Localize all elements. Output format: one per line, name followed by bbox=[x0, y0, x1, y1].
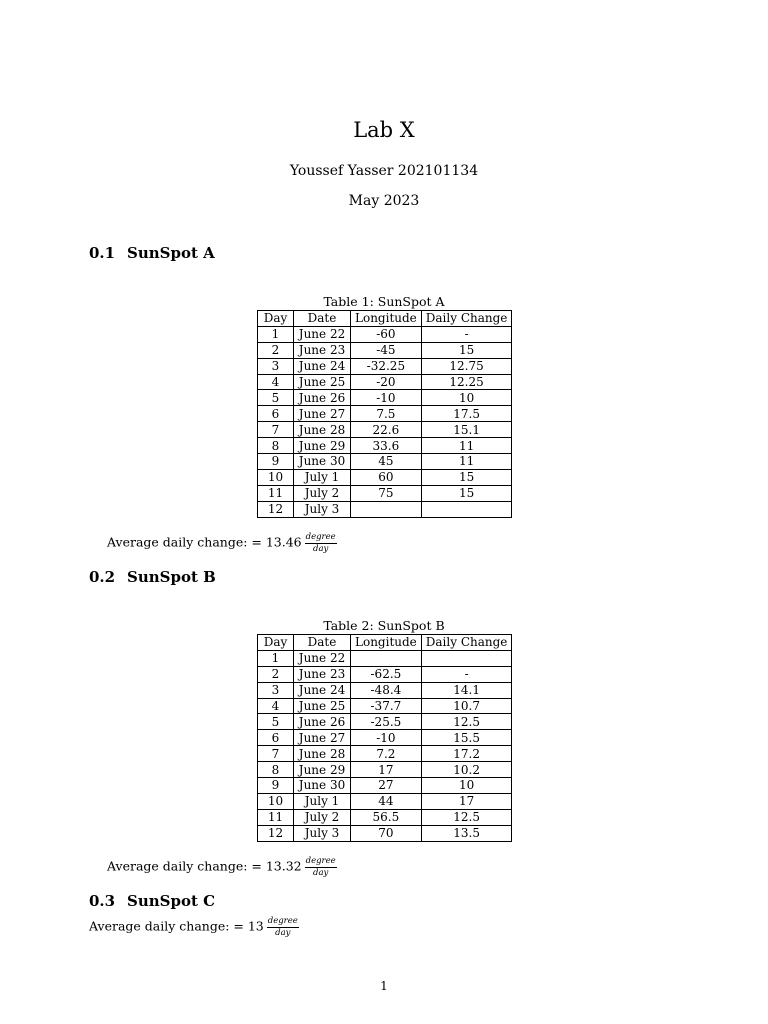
average-text: Average daily change: = 13 bbox=[89, 918, 264, 934]
sunspot-a-table bbox=[257, 310, 512, 518]
table-cell: June 25 bbox=[294, 374, 351, 390]
average-daily-change-a bbox=[107, 533, 337, 553]
table-cell bbox=[351, 501, 422, 517]
column-header: Date bbox=[294, 311, 351, 327]
average-daily-change-b bbox=[107, 857, 337, 877]
table-row bbox=[258, 469, 512, 485]
unit-numerator: degree bbox=[305, 532, 336, 542]
column-header: Date bbox=[294, 635, 351, 651]
column-header: Daily Change bbox=[421, 635, 512, 651]
table-cell: July 2 bbox=[294, 809, 351, 825]
table-row bbox=[258, 342, 512, 358]
table-cell: July 1 bbox=[294, 469, 351, 485]
table-row bbox=[258, 809, 512, 825]
table-row bbox=[258, 650, 512, 666]
table-cell: June 27 bbox=[294, 730, 351, 746]
table-row bbox=[258, 682, 512, 698]
table-cell: June 28 bbox=[294, 746, 351, 762]
table-cell: 15 bbox=[421, 342, 512, 358]
table-cell: June 28 bbox=[294, 422, 351, 438]
table-cell: June 25 bbox=[294, 698, 351, 714]
unit-denominator: day bbox=[313, 543, 329, 554]
table-row bbox=[258, 390, 512, 406]
table-cell: 56.5 bbox=[351, 809, 422, 825]
table-cell bbox=[421, 501, 512, 517]
table-cell: 7 bbox=[258, 746, 294, 762]
table-row bbox=[258, 485, 512, 501]
unit-fraction bbox=[305, 857, 337, 877]
column-header: Day bbox=[258, 311, 294, 327]
table-cell: 6 bbox=[258, 406, 294, 422]
table-cell bbox=[421, 650, 512, 666]
table-cell: 15.1 bbox=[421, 422, 512, 438]
table-cell: June 26 bbox=[294, 714, 351, 730]
table-cell: - bbox=[421, 326, 512, 342]
table-cell: 12 bbox=[258, 501, 294, 517]
table-header-row bbox=[258, 311, 512, 327]
table-cell: June 23 bbox=[294, 666, 351, 682]
table-cell: June 22 bbox=[294, 326, 351, 342]
section-heading-sunspot-c bbox=[89, 892, 215, 910]
table-header-row bbox=[258, 635, 512, 651]
table-caption: Table 2: SunSpot B bbox=[323, 618, 445, 633]
table-cell: July 2 bbox=[294, 485, 351, 501]
document-date: May 2023 bbox=[348, 193, 420, 209]
table-cell: June 29 bbox=[294, 762, 351, 778]
table-cell: 15 bbox=[421, 485, 512, 501]
table-cell: -60 bbox=[351, 326, 422, 342]
table-row bbox=[258, 778, 512, 794]
section-title: SunSpot A bbox=[127, 244, 215, 262]
unit-fraction bbox=[305, 533, 337, 553]
table-row bbox=[258, 501, 512, 517]
section-title: SunSpot B bbox=[127, 568, 216, 586]
table-row bbox=[258, 714, 512, 730]
section-number: 0.3 bbox=[89, 892, 116, 910]
average-daily-change-c bbox=[89, 917, 299, 937]
average-text: Average daily change: = 13.32 bbox=[107, 858, 302, 874]
table-cell: 27 bbox=[351, 778, 422, 794]
unit-numerator: degree bbox=[267, 916, 298, 926]
table-cell: 8 bbox=[258, 438, 294, 454]
table-cell: 2 bbox=[258, 342, 294, 358]
table-cell: 1 bbox=[258, 650, 294, 666]
table-cell: 10.7 bbox=[421, 698, 512, 714]
table-cell: 10.2 bbox=[421, 762, 512, 778]
table-cell: 45 bbox=[351, 454, 422, 470]
section-heading-sunspot-b bbox=[89, 568, 216, 586]
column-header: Day bbox=[258, 635, 294, 651]
table-cell: 10 bbox=[258, 793, 294, 809]
table-cell: -37.7 bbox=[351, 698, 422, 714]
table-row bbox=[258, 825, 512, 841]
table-cell: 12 bbox=[258, 825, 294, 841]
table-cell: 10 bbox=[421, 390, 512, 406]
table-cell: 12.25 bbox=[421, 374, 512, 390]
table-cell: 7.2 bbox=[351, 746, 422, 762]
column-header: Daily Change bbox=[421, 311, 512, 327]
table-cell: 22.6 bbox=[351, 422, 422, 438]
section-heading-sunspot-a bbox=[89, 244, 215, 262]
table-cell: 11 bbox=[421, 454, 512, 470]
table-cell: 75 bbox=[351, 485, 422, 501]
table-cell: 14.1 bbox=[421, 682, 512, 698]
column-header: Longitude bbox=[351, 635, 422, 651]
table-row bbox=[258, 698, 512, 714]
table-cell: 15 bbox=[421, 469, 512, 485]
table-row bbox=[258, 374, 512, 390]
table-cell: June 24 bbox=[294, 682, 351, 698]
table-cell: -48.4 bbox=[351, 682, 422, 698]
table-cell: 12.5 bbox=[421, 809, 512, 825]
table-cell: 9 bbox=[258, 454, 294, 470]
table-cell: 17 bbox=[351, 762, 422, 778]
unit-denominator: day bbox=[313, 867, 329, 878]
table-cell: June 26 bbox=[294, 390, 351, 406]
table-cell: July 1 bbox=[294, 793, 351, 809]
table-row bbox=[258, 438, 512, 454]
table-cell: 8 bbox=[258, 762, 294, 778]
document-title: Lab X bbox=[353, 118, 415, 142]
table-cell: -62.5 bbox=[351, 666, 422, 682]
document-author: Youssef Yasser 202101134 bbox=[289, 163, 479, 179]
table-row bbox=[258, 793, 512, 809]
table-cell: June 29 bbox=[294, 438, 351, 454]
table-row bbox=[258, 406, 512, 422]
table-cell: 3 bbox=[258, 682, 294, 698]
table-row bbox=[258, 746, 512, 762]
average-text: Average daily change: = 13.46 bbox=[107, 534, 302, 550]
table-cell: 2 bbox=[258, 666, 294, 682]
table-cell: 44 bbox=[351, 793, 422, 809]
table-cell: 17.2 bbox=[421, 746, 512, 762]
column-header: Longitude bbox=[351, 311, 422, 327]
table-cell: June 27 bbox=[294, 406, 351, 422]
table-cell: 11 bbox=[258, 809, 294, 825]
table-cell: June 22 bbox=[294, 650, 351, 666]
section-number: 0.1 bbox=[89, 244, 116, 262]
table-cell: 60 bbox=[351, 469, 422, 485]
unit-numerator: degree bbox=[305, 856, 336, 866]
table-cell: 12.5 bbox=[421, 714, 512, 730]
table-cell: 6 bbox=[258, 730, 294, 746]
table-cell: 33.6 bbox=[351, 438, 422, 454]
table-cell bbox=[351, 650, 422, 666]
table-cell: 4 bbox=[258, 698, 294, 714]
table-cell: - bbox=[421, 666, 512, 682]
table-cell: 70 bbox=[351, 825, 422, 841]
table-row bbox=[258, 422, 512, 438]
table-cell: 13.5 bbox=[421, 825, 512, 841]
table-row bbox=[258, 666, 512, 682]
table-caption: Table 1: SunSpot A bbox=[323, 294, 445, 309]
table-cell: 11 bbox=[258, 485, 294, 501]
table-cell: 10 bbox=[258, 469, 294, 485]
table-cell: 12.75 bbox=[421, 358, 512, 374]
table-cell: 4 bbox=[258, 374, 294, 390]
table-cell: June 30 bbox=[294, 778, 351, 794]
table-cell: 15.5 bbox=[421, 730, 512, 746]
sunspot-b-table bbox=[257, 634, 512, 842]
table-cell: -10 bbox=[351, 390, 422, 406]
table-cell: -25.5 bbox=[351, 714, 422, 730]
table-cell: 9 bbox=[258, 778, 294, 794]
table-cell: 7 bbox=[258, 422, 294, 438]
table-cell: 17.5 bbox=[421, 406, 512, 422]
unit-fraction bbox=[267, 917, 299, 937]
table-cell: -20 bbox=[351, 374, 422, 390]
table-cell: 1 bbox=[258, 326, 294, 342]
table-cell: 7.5 bbox=[351, 406, 422, 422]
table-cell: 3 bbox=[258, 358, 294, 374]
table-row bbox=[258, 358, 512, 374]
table-cell: July 3 bbox=[294, 501, 351, 517]
unit-denominator: day bbox=[275, 927, 291, 938]
table-cell: 5 bbox=[258, 390, 294, 406]
table-row bbox=[258, 730, 512, 746]
table-cell: 10 bbox=[421, 778, 512, 794]
table-row bbox=[258, 762, 512, 778]
section-number: 0.2 bbox=[89, 568, 116, 586]
table-row bbox=[258, 454, 512, 470]
table-cell: June 30 bbox=[294, 454, 351, 470]
table-cell: -45 bbox=[351, 342, 422, 358]
table-cell: June 23 bbox=[294, 342, 351, 358]
table-cell: -32.25 bbox=[351, 358, 422, 374]
table-cell: June 24 bbox=[294, 358, 351, 374]
section-title: SunSpot C bbox=[127, 892, 216, 910]
table-cell: July 3 bbox=[294, 825, 351, 841]
table-row bbox=[258, 326, 512, 342]
table-cell: 11 bbox=[421, 438, 512, 454]
table-cell: 5 bbox=[258, 714, 294, 730]
table-cell: -10 bbox=[351, 730, 422, 746]
page-number: 1 bbox=[380, 979, 388, 993]
table-cell: 17 bbox=[421, 793, 512, 809]
